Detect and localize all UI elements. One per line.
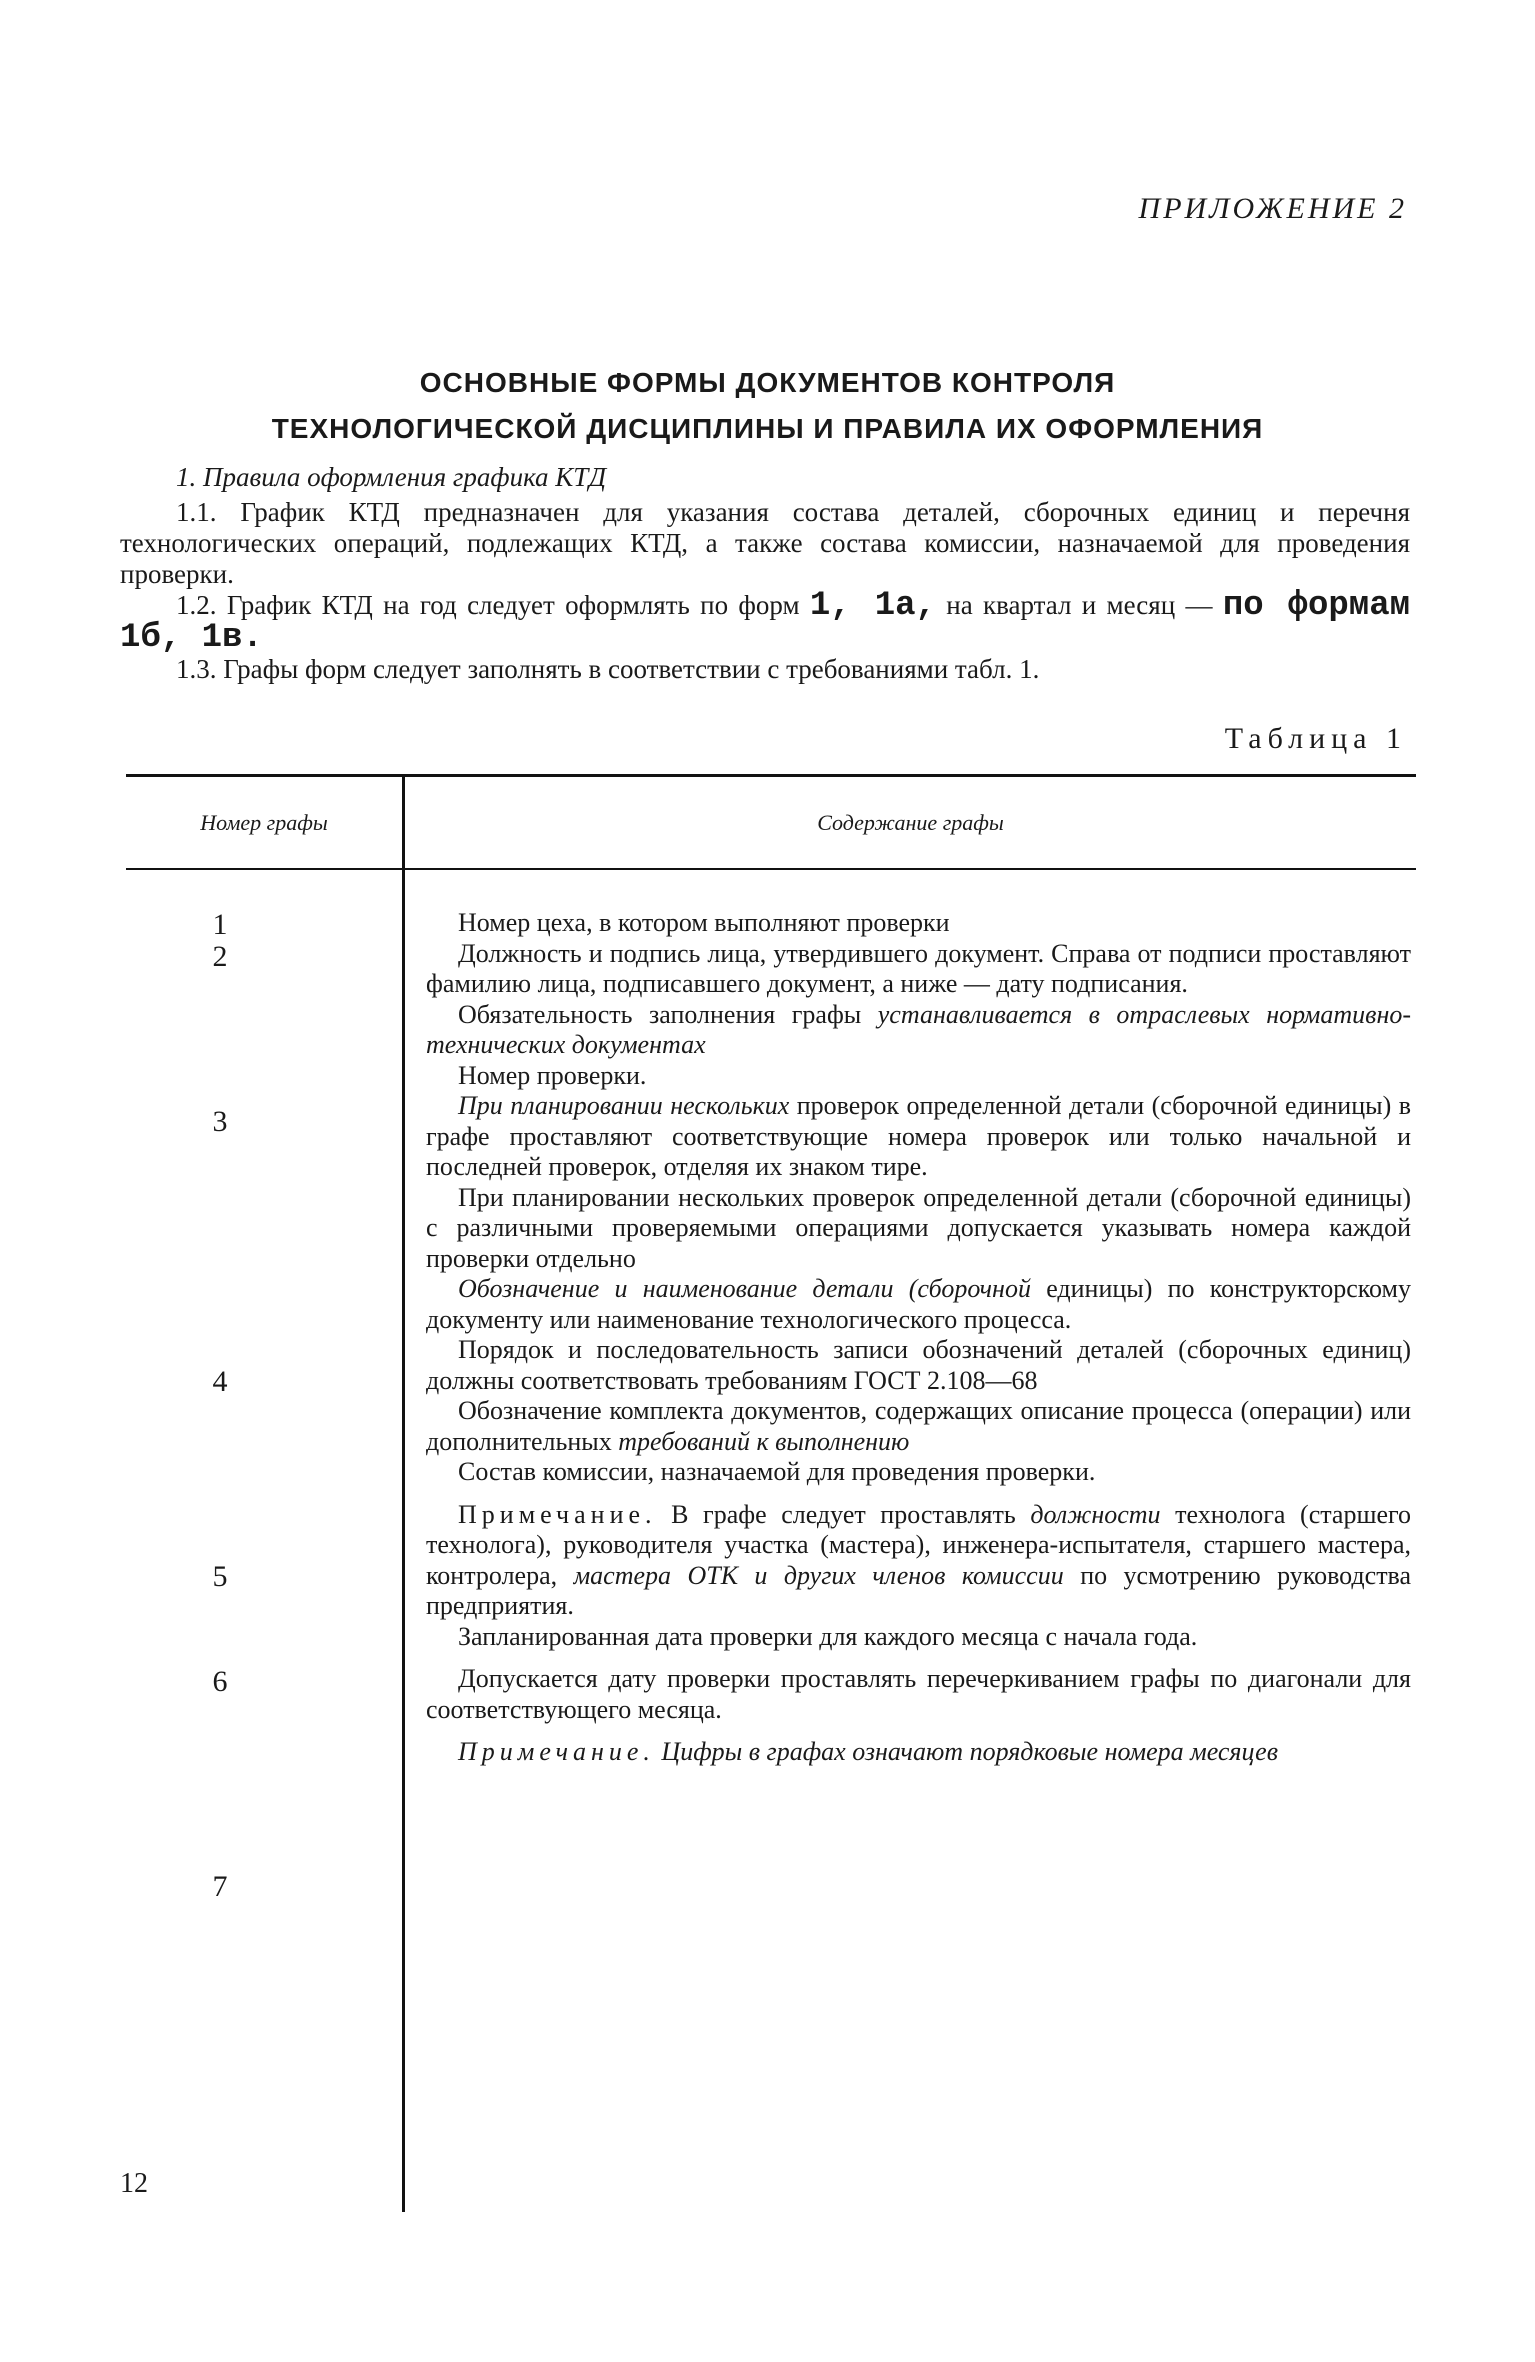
table-label: Таблица 1 (1224, 722, 1407, 755)
row-6-note-c: технолога (старшего технолога), руководителя участка (мастера), инженера-испытателя, старшего мастера, контролера, (426, 1499, 1412, 1590)
row-5-text (426, 1396, 1411, 1457)
table-content (426, 908, 1411, 1768)
paragraph-1-1: 1.1. График КТД предназначен для указания состава деталей, сборочных единиц и перечня технологических операций, подлежащих КТД, а также состава комиссии, назначаемой для проведения проверки. (120, 497, 1410, 589)
paragraph-1-3: 1.3. Графы форм следует заполнять в соответствии с требованиями табл. 1. (176, 654, 1040, 684)
document-title (0, 360, 1535, 452)
row-3-text-a: Номер проверки. (458, 1060, 647, 1090)
row-2-b-plain: Обязательность заполнения графы (458, 999, 862, 1029)
row-number-6: 6 (212, 1665, 228, 1698)
title-line-1: ОСНОВНЫЕ ФОРМЫ ДОКУМЕНТОВ КОНТРОЛЯ (419, 367, 1116, 398)
table-column-divider (402, 777, 405, 2212)
page-number: 12 (120, 2168, 148, 2199)
row-3-b-italic: При планировании нескольких (458, 1091, 790, 1120)
row-number-1: 1 (212, 908, 228, 941)
row-number-3: 3 (212, 1105, 228, 1138)
table-top-rule (126, 774, 1416, 777)
intro-section (120, 462, 1410, 685)
appendix-label: ПРИЛОЖЕНИЕ 2 (1138, 192, 1407, 225)
row-number-5: 5 (212, 1560, 228, 1593)
row-6-note-e: по усмотрению руководства предприятия. (426, 1560, 1412, 1620)
row-6-note-d: мастера ОТК и других членов комиссии (573, 1560, 1064, 1590)
row-1-text: Номер цеха, в котором выполняют проверки (458, 908, 950, 937)
row-6-note (426, 1500, 1411, 1622)
paragraph-1-2 (120, 587, 1411, 657)
row-4-a-plain: единицы) по конструкторскому документу или наименование технологического процесса. (426, 1274, 1412, 1334)
p12-forms-a: 1, 1а, (809, 587, 936, 625)
row-number-4: 4 (212, 1365, 228, 1398)
column-header-number: Номер графы (200, 810, 328, 835)
row-4-text-a (426, 1274, 1411, 1335)
row-2-b-italic: устанавливается в отраслевых нормативно-технических документах (426, 999, 1412, 1059)
row-7-text-a: Запланированная дата проверки для каждого месяца с начала года. (458, 1621, 1198, 1651)
p12-forms-b: по формам 1б, 1в. (120, 587, 1411, 657)
p12-text-c: на квартал и месяц — (946, 590, 1213, 620)
row-4-a-italic: Обозначение и наименование детали (сборочной (458, 1274, 1031, 1303)
row-5-plain: Обозначение комплекта документов, содержащих описание процесса (операции) или дополнительных (426, 1396, 1411, 1456)
row-3-text-b (426, 1091, 1411, 1183)
row-6-note-b: должности (1030, 1499, 1161, 1529)
section-heading: 1. Правила оформления графика КТД (176, 462, 607, 492)
row-6-note-a: В графе следует проставлять (671, 1499, 1016, 1529)
row-3-b-plain: проверок определенной детали (сборочной единицы) в графе проставляют соответствующие номера проверок или только начальной и последней проверок, отделяя их знаком тире. (426, 1091, 1411, 1181)
row-number-2: 2 (212, 940, 228, 973)
row-5-italic: требований к выполнению (618, 1426, 910, 1456)
row-6-note-label: Примечание. (458, 1499, 657, 1529)
row-7-note-label: Примечание. (458, 1737, 655, 1766)
row-2-text-a: Должность и подпись лица, утвердившего документ. Справа от подписи проставляют фамилию лица, подписавшего документ, а ниже — дату подписания. (426, 938, 1411, 998)
row-7-note (426, 1737, 1411, 1768)
row-6-text-a: Состав комиссии, назначаемой для проведения проверки. (458, 1457, 1096, 1486)
title-line-2: ТЕХНОЛОГИЧЕСКОЙ ДИСЦИПЛИНЫ И ПРАВИЛА ИХ ОФОРМЛЕНИЯ (271, 413, 1264, 444)
row-7-note-text: Цифры в графах означают порядковые номера месяцев (661, 1737, 1278, 1766)
row-number-7: 7 (212, 1870, 228, 1903)
row-7-text-b: Допускается дату проверки проставлять перечеркиванием графы по диагонали для соответствующего месяца. (426, 1664, 1411, 1724)
row-3-text-c: При планировании нескольких проверок определенной детали (сборочной единицы) с различными проверяемыми операциями допускается указывать номера каждой проверки отдельно (426, 1182, 1411, 1273)
row-4-text-b: Порядок и последовательность записи обозначений деталей (сборочных единиц) должны соответствовать требованиям ГОСТ 2.108—68 (426, 1335, 1411, 1395)
column-header-content: Содержание графы (817, 810, 1004, 835)
table-header-rule (126, 868, 1416, 870)
p12-text-a: 1.2. График КТД на год следует оформлять по форм (176, 590, 800, 620)
row-2-text-b (426, 1000, 1411, 1061)
